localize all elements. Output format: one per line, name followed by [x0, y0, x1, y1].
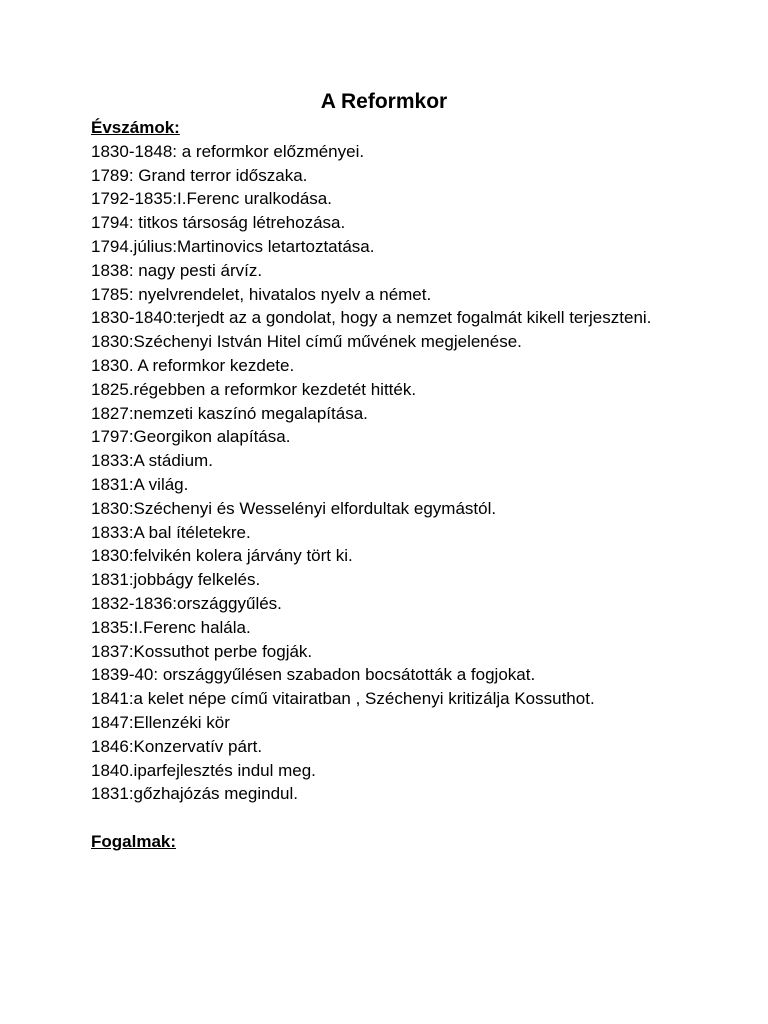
dates-list: [91, 140, 691, 806]
date-line: 1831:gőzhajózás megindul.: [91, 784, 298, 804]
date-line: 1797:Georgikon alapítása.: [91, 427, 291, 447]
date-line: 1830:felvikén kolera járvány tört ki.: [91, 546, 353, 566]
concepts-heading: Fogalmak:: [91, 831, 177, 851]
date-line: 1833:A bal ítéletekre.: [91, 522, 251, 542]
date-line: 1830-1840:terjedt az a gondolat, hogy a nemzet fogalmát kikell terjeszteni.: [91, 308, 652, 328]
date-line: 1830:Széchenyi és Wesselényi elfordultak egymástól.: [91, 498, 497, 518]
document-body: [91, 116, 691, 854]
date-line: 1827:nemzeti kaszínó megalapítása.: [91, 403, 368, 423]
date-line: 1837:Kossuthot perbe fogják.: [91, 641, 313, 661]
date-line: 1831:jobbágy felkelés.: [91, 570, 261, 590]
dates-heading: Évszámok:: [91, 118, 180, 137]
date-line: 1789: Grand terror időszaka.: [91, 165, 308, 185]
date-line: 1825.régebben a reformkor kezdetét hitték.: [91, 379, 417, 399]
date-line: 1840.iparfejlesztés indul meg.: [91, 760, 316, 780]
date-line: 1785: nyelvrendelet, hivatalos nyelv a német.: [91, 284, 432, 304]
date-line: 1792-1835:I.Ferenc uralkodása.: [91, 189, 332, 209]
date-line: 1841:a kelet népe című vitairatban , Széchenyi kritizálja Kossuthot.: [91, 689, 595, 709]
date-line: 1846:Konzervatív párt.: [91, 736, 263, 756]
date-line: 1830. A reformkor kezdete.: [91, 355, 295, 375]
date-line: 1830-1848: a reformkor előzményei.: [91, 141, 365, 161]
date-line: 1794.július:Martinovics letartoztatása.: [91, 236, 375, 256]
date-line: 1839-40: országgyűlésen szabadon bocsátották a fogjokat.: [91, 665, 536, 685]
date-line: 1838: nagy pesti árvíz.: [91, 260, 263, 280]
date-line: 1830:Széchenyi István Hitel című művének megjelenése.: [91, 332, 522, 352]
date-line: 1831:A világ.: [91, 474, 189, 494]
date-line: 1832-1836:országgyűlés.: [91, 593, 282, 613]
blank-line: [91, 806, 691, 830]
date-line: 1835:I.Ferenc halála.: [91, 617, 251, 637]
date-line: 1847:Ellenzéki kör: [91, 712, 230, 732]
date-line: 1794: titkos társoság létrehozása.: [91, 213, 346, 233]
date-line: 1833:A stádium.: [91, 451, 213, 471]
document-title: A Reformkor: [320, 90, 448, 113]
